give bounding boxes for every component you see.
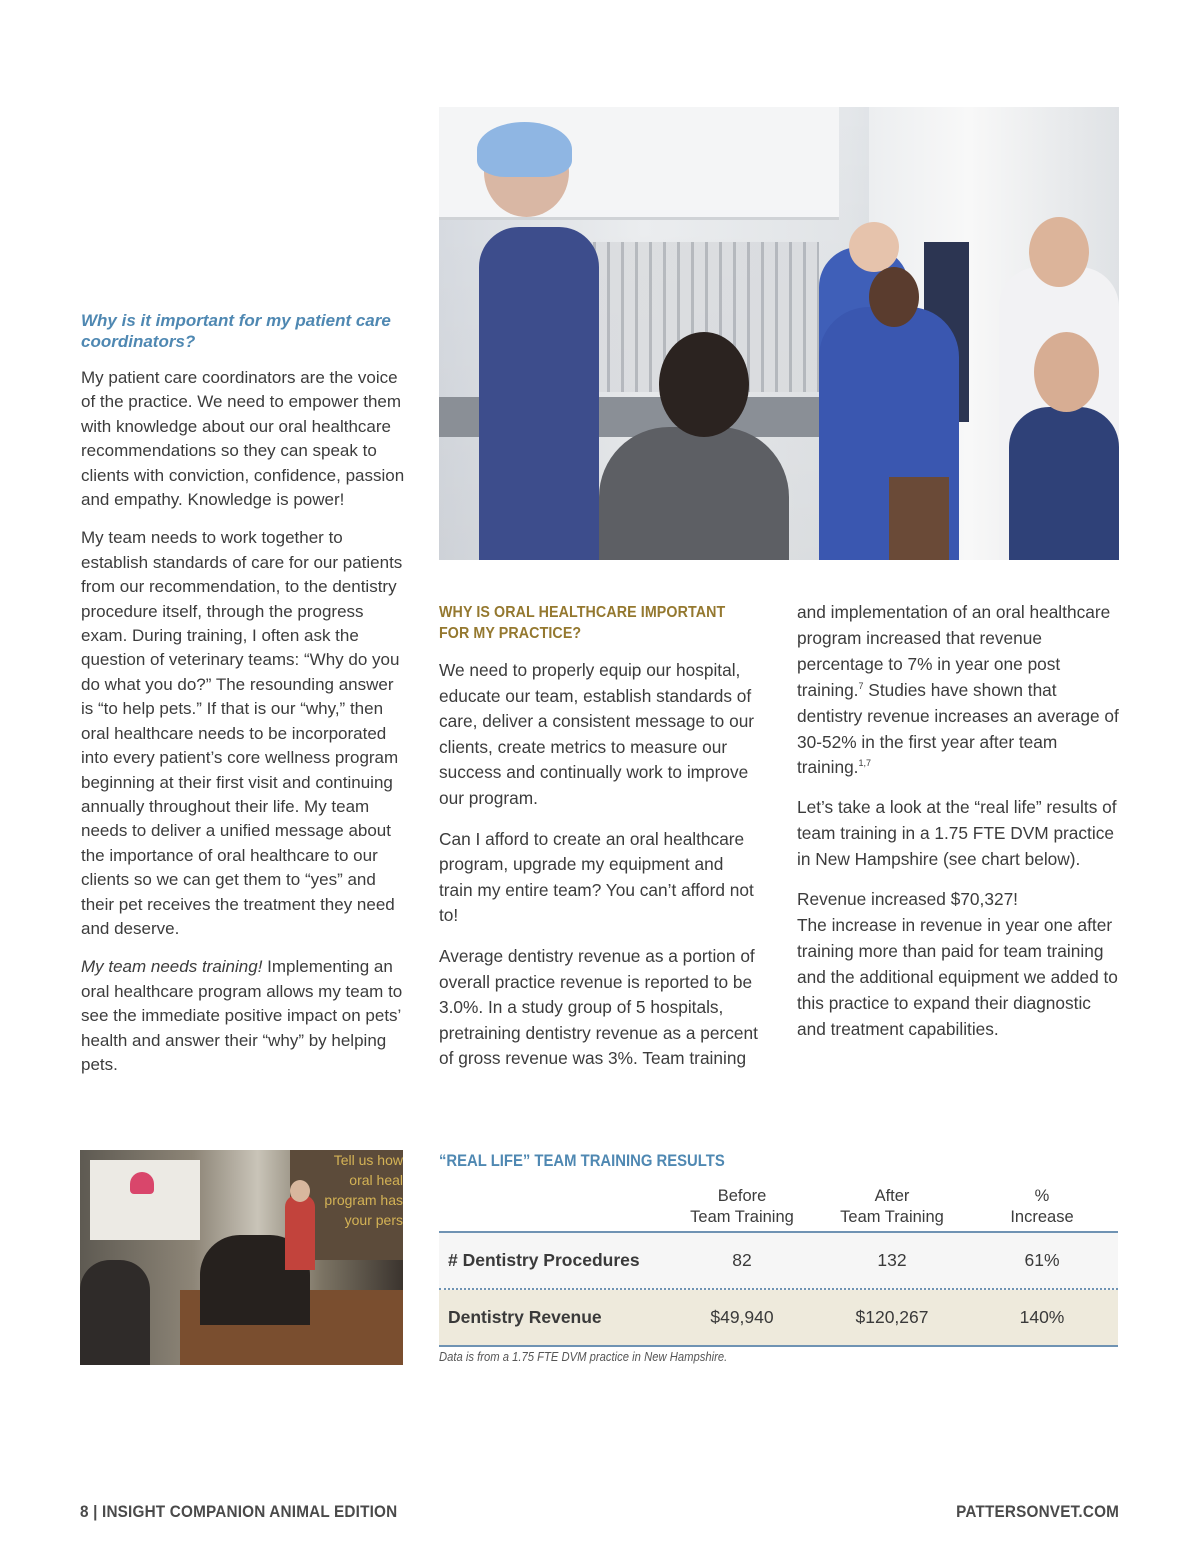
paragraph-rest: Implementing an oral healthcare program allows my team to see the immediate positive impact on pets’ health and answer their “why” by helping pets. — [81, 957, 403, 1074]
table-row — [439, 1290, 1118, 1347]
paragraph — [797, 887, 1122, 1042]
italic-lead: My team needs training! — [81, 957, 263, 977]
left-column-text — [81, 366, 406, 1091]
photo-person-head — [1029, 217, 1089, 287]
cell-after: 132 — [877, 1250, 907, 1270]
paragraph-part: Studies have shown that dentistry revenue increases an average of 30-52% in the first year after team training. — [797, 679, 1119, 778]
paragraph — [81, 955, 406, 1077]
citation: 1,7 — [858, 758, 871, 769]
photo-person-speaker — [285, 1195, 315, 1270]
photo-chair — [889, 477, 949, 560]
photo-person-head — [659, 332, 749, 437]
column-header-before — [667, 1186, 817, 1228]
question-heading: Why is it important for my patient care coordinators? — [81, 311, 391, 351]
section-heading: WHY IS ORAL HEALTHCARE IMPORTANT FOR MY PRACTICE? — [439, 604, 726, 642]
projection-line: your pers — [344, 1212, 403, 1228]
header-line: After — [874, 1187, 910, 1205]
paragraph: Average dentistry revenue as a portion of overall practice revenue is reported to be 3.0%. In a study group of 5 hospitals, pretraining dentistry revenue as a percent of gross revenue was 3%. Team training — [439, 945, 758, 1069]
projection-line: Tell us how — [333, 1152, 403, 1168]
table-title: “REAL LIFE” TEAM TRAINING RESULTS — [439, 1152, 725, 1170]
footer-publication: 8 | INSIGHT COMPANION ANIMAL EDITION — [80, 1502, 398, 1521]
paragraph: Let’s take a look at the “real life” results of team training in a 1.75 FTE DVM practice in New Hampshire (see chart below). — [797, 797, 1117, 870]
cell-after: $120,267 — [855, 1307, 929, 1327]
photo-person — [1009, 407, 1119, 560]
cell-increase: 140% — [1019, 1307, 1065, 1327]
header-line: % — [1034, 1187, 1050, 1205]
photo-person-head — [849, 222, 899, 272]
photo-person-head — [290, 1180, 310, 1202]
paragraph: My team needs to work together to establish standards of care for our patients from our recommendation, to the dentistry procedure itself, through the progress exam. During training, I often ask the question of veterinary teams: “Why do you do what you do?” The resounding answer is “to help pets.” If that is our “why,” then oral healthcare needs to be incorporated into every patient’s core wellness program beginning at their first visit and continuing annually throughout their life. My team needs to deliver a unified message about the importance of oral healthcare to our clients so we can get them to “yes” and their pet receives the treatment they need and deserve. — [81, 528, 403, 938]
table-footnote: Data is from a 1.75 FTE DVM practice in New Hampshire. — [439, 1350, 728, 1364]
right-column-text — [797, 600, 1122, 1057]
footer-website-link[interactable]: PATTERSONVET.COM — [956, 1502, 1119, 1521]
paragraph-part: Revenue increased $70,327! — [797, 889, 1018, 910]
photo-surgical-cap — [477, 122, 572, 177]
paragraph: We need to properly equip our hospital, educate our team, establish standards of care, deliver a consistent message to our clients, create metrics to measure our success and continually work to improve our program. — [439, 660, 755, 808]
photo-person-head — [869, 267, 919, 327]
table-row — [439, 1233, 1118, 1290]
training-photo — [439, 107, 1119, 560]
header-line: Increase — [1010, 1208, 1074, 1226]
paragraph: Can I afford to create an oral healthcare program, upgrade my equipment and train my entire team? You can’t afford not to! — [439, 828, 754, 926]
cell-before: $49,940 — [710, 1307, 774, 1327]
photo-person-head — [1034, 332, 1099, 412]
citation: 7 — [858, 680, 864, 691]
table-header-row — [439, 1186, 1118, 1233]
header-line: Before — [717, 1187, 767, 1205]
photo-person-presenter — [479, 227, 599, 560]
paragraph-part: and implementation of an oral healthcare program increased that revenue percentage to 7% in year one post training. — [797, 602, 1111, 700]
paragraph: My patient care coordinators are the voice of the practice. We need to empower them with knowledge about our oral healthcare recommendations so they can speak to clients with conviction, confidence, passion and empathy. Knowledge is power! — [81, 368, 405, 510]
paragraph — [797, 600, 1122, 781]
heart-logo-icon — [130, 1172, 154, 1194]
row-label: # Dentistry Procedures — [448, 1250, 640, 1270]
row-label: Dentistry Revenue — [448, 1307, 602, 1327]
cell-before: 82 — [732, 1250, 752, 1270]
projection-text — [308, 1150, 403, 1230]
results-table — [439, 1186, 1118, 1347]
middle-column-text — [439, 658, 759, 1087]
projection-line: program has — [324, 1192, 403, 1208]
photo-person — [80, 1260, 150, 1365]
projection-line: oral heal — [349, 1172, 403, 1188]
cell-increase: 61% — [1024, 1250, 1060, 1270]
header-line: Team Training — [840, 1208, 944, 1226]
column-header-increase — [967, 1186, 1117, 1228]
workshop-photo — [80, 1150, 403, 1365]
column-header-after — [817, 1186, 967, 1228]
photo-person — [599, 427, 789, 560]
header-line: Team Training — [690, 1208, 794, 1226]
paragraph-part: The increase in revenue in year one after training more than paid for team training and the additional equipment we added to this practice to expand their diagnostic and treatment capabilities. — [797, 914, 1118, 1039]
